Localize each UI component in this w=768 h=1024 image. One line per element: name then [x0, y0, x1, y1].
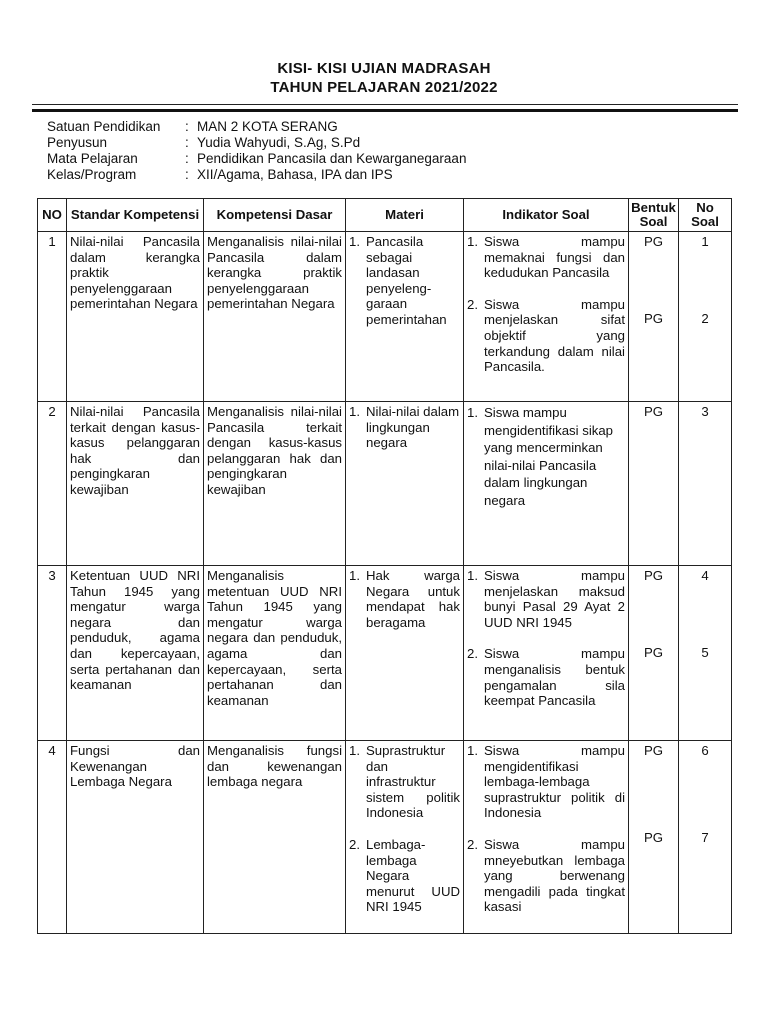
- bentuk-value: PG: [643, 568, 664, 583]
- indikator-item: 2. Siswa mampu menganalisis bentuk pengamalan sila keempat Pancasila: [467, 646, 625, 709]
- table-header-row: [38, 199, 732, 232]
- nosoal-value: 1: [701, 234, 709, 249]
- cell-standar-kompetensi: Ketentuan UUD NRI Tahun 1945 yang mengatur warga negara dan penduduk, agama dan kepercayaan, serta pertahanan dan keamanan: [67, 566, 204, 741]
- materi-item: 1. Hak warga Negara untuk mendapat hak beragama: [349, 568, 460, 630]
- bentuk-value: PG: [643, 743, 664, 758]
- meta-row-mapel: [47, 151, 466, 167]
- meta-label: Satuan Pendidikan: [47, 119, 161, 134]
- cell-standar-kompetensi: Nilai-nilai Pancasila terkait dengan kasus-kasus pelanggaran hak dan pengingkaran kewajiban: [67, 402, 204, 566]
- indikator-item: 1. Siswa mampu menjelaskan maksud bunyi Pasal 29 Ayat 2 UUD NRI 1945: [467, 568, 625, 630]
- indikator-item: 2. Siswa mampu menjelaskan sifat objektif yang terkandung dalam nilai Pancasila.: [467, 296, 625, 375]
- table-row: [38, 402, 732, 566]
- cell-bentuk-soal: [629, 402, 679, 566]
- document-title: KISI- KISI UJIAN MADRASAH: [277, 60, 491, 77]
- bentuk-value: PG: [643, 404, 664, 419]
- cell-materi: [346, 741, 464, 934]
- meta-row-penyusun: [47, 135, 466, 151]
- cell-no-soal: [679, 232, 732, 402]
- table-row: [38, 566, 732, 741]
- cell-indikator: [464, 741, 629, 934]
- cell-bentuk-soal: [629, 741, 679, 934]
- cell-no: 1: [38, 232, 67, 402]
- meta-colon: :: [185, 135, 189, 150]
- document-subtitle: TAHUN PELAJARAN 2021/2022: [270, 79, 498, 96]
- cell-no-soal: [679, 402, 732, 566]
- table-row: [38, 741, 732, 934]
- meta-row-satuan: [47, 119, 466, 135]
- cell-kompetensi-dasar: Menganalisis nilai-nilai Pancasila dalam kerangka praktik penyelenggaraan pemerintahan Negara: [204, 232, 346, 402]
- col-header-indikator: Indikator Soal: [464, 199, 629, 232]
- meta-value: Yudia Wahyudi, S.Ag, S.Pd: [197, 135, 361, 150]
- meta-colon: :: [185, 151, 189, 166]
- header-divider-thick: [32, 109, 738, 112]
- nosoal-value: 4: [701, 568, 709, 583]
- col-header-no: NO: [38, 199, 67, 232]
- cell-no: 4: [38, 741, 67, 934]
- indikator-item: 1. Siswa mampu mengidentifikasi lembaga-lembaga suprastruktur politik di Indonesia: [467, 743, 625, 821]
- col-header-kd: Kompetensi Dasar: [204, 199, 346, 232]
- spacer: [467, 821, 625, 837]
- meta-label: Mata Pelajaran: [47, 151, 138, 166]
- bentuk-value: PG: [643, 311, 664, 326]
- cell-no-soal: [679, 741, 732, 934]
- materi-item: 2. Lembaga-lembaga Negara menurut UUD NRI 1945: [349, 836, 460, 915]
- cell-indikator: [464, 402, 629, 566]
- spacer: [467, 630, 625, 646]
- table-row: [38, 232, 732, 402]
- meta-row-kelas: [47, 167, 466, 183]
- materi-item: 1. Pancasila sebagai landasan penyeleng-garaan pemerintahan: [349, 234, 447, 327]
- meta-value: MAN 2 KOTA SERANG: [197, 119, 338, 134]
- meta-label: Kelas/Program: [47, 167, 137, 182]
- cell-kompetensi-dasar: Menganalisis fungsi dan kewenangan lembaga negara: [204, 741, 346, 934]
- spacer: [467, 281, 625, 297]
- materi-item: 1. Suprastruktur dan infrastruktur sistem politik Indonesia: [349, 743, 460, 821]
- cell-no-soal: [679, 566, 732, 741]
- cell-indikator: [464, 232, 629, 402]
- materi-item: 1. Nilai-nilai dalam lingkungan negara: [349, 404, 460, 451]
- spacer: [349, 821, 460, 837]
- cell-no: 3: [38, 566, 67, 741]
- nosoal-value: 6: [701, 743, 709, 758]
- col-header-bentuk: Bentuk Soal: [629, 199, 679, 232]
- cell-standar-kompetensi: Fungsi dan Kewenangan Lembaga Negara: [67, 741, 204, 934]
- nosoal-value: 7: [701, 830, 709, 845]
- meta-colon: :: [185, 119, 189, 134]
- bentuk-value: PG: [643, 234, 664, 249]
- cell-no: 2: [38, 402, 67, 566]
- meta-label: Penyusun: [47, 135, 108, 150]
- col-header-nosoal: No Soal: [679, 199, 732, 232]
- indikator-item: 1. Siswa mampu memaknai fungsi dan kedudukan Pancasila: [467, 234, 625, 281]
- nosoal-value: 2: [701, 311, 709, 326]
- indikator-item: 1. Siswa mampu mengidentifikasi sikap yang mencerminkan nilai-nilai Pancasila dalam lingkungan negara: [467, 405, 614, 508]
- cell-indikator: [464, 566, 629, 741]
- cell-bentuk-soal: [629, 566, 679, 741]
- meta-value: Pendidikan Pancasila dan Kewarganegaraan: [197, 151, 467, 166]
- meta-value: XII/Agama, Bahasa, IPA dan IPS: [197, 167, 393, 182]
- kisi-table: [37, 198, 732, 934]
- cell-materi: [346, 402, 464, 566]
- cell-materi: [346, 566, 464, 741]
- cell-standar-kompetensi: Nilai-nilai Pancasila dalam kerangka praktik penyelenggaraan pemerintahan Negara: [67, 232, 204, 402]
- col-header-sk: Standar Kompetensi: [67, 199, 204, 232]
- cell-materi: [346, 232, 464, 402]
- cell-kompetensi-dasar: Menganalisis nilai-nilai Pancasila terkait dengan kasus-kasus pelanggaran hak dan pengingkaran kewajiban: [204, 402, 346, 566]
- header-divider-thin: [32, 104, 738, 105]
- cell-kompetensi-dasar: Menganalisis metentuan UUD NRI Tahun 1945 yang mengatur warga negara dan penduduk, agama dan kepercayaan, serta pertahanan dan keamanan: [204, 566, 346, 741]
- col-header-materi: Materi: [346, 199, 464, 232]
- meta-colon: :: [185, 167, 189, 182]
- bentuk-value: PG: [643, 830, 664, 845]
- bentuk-value: PG: [643, 645, 664, 660]
- indikator-item: 2. Siswa mampu mneyebutkan lembaga yang berwenang mengadili pada tingkat kasasi: [467, 836, 625, 915]
- cell-bentuk-soal: [629, 232, 679, 402]
- nosoal-value: 3: [701, 404, 709, 419]
- nosoal-value: 5: [701, 645, 709, 660]
- identity-block: [47, 119, 466, 183]
